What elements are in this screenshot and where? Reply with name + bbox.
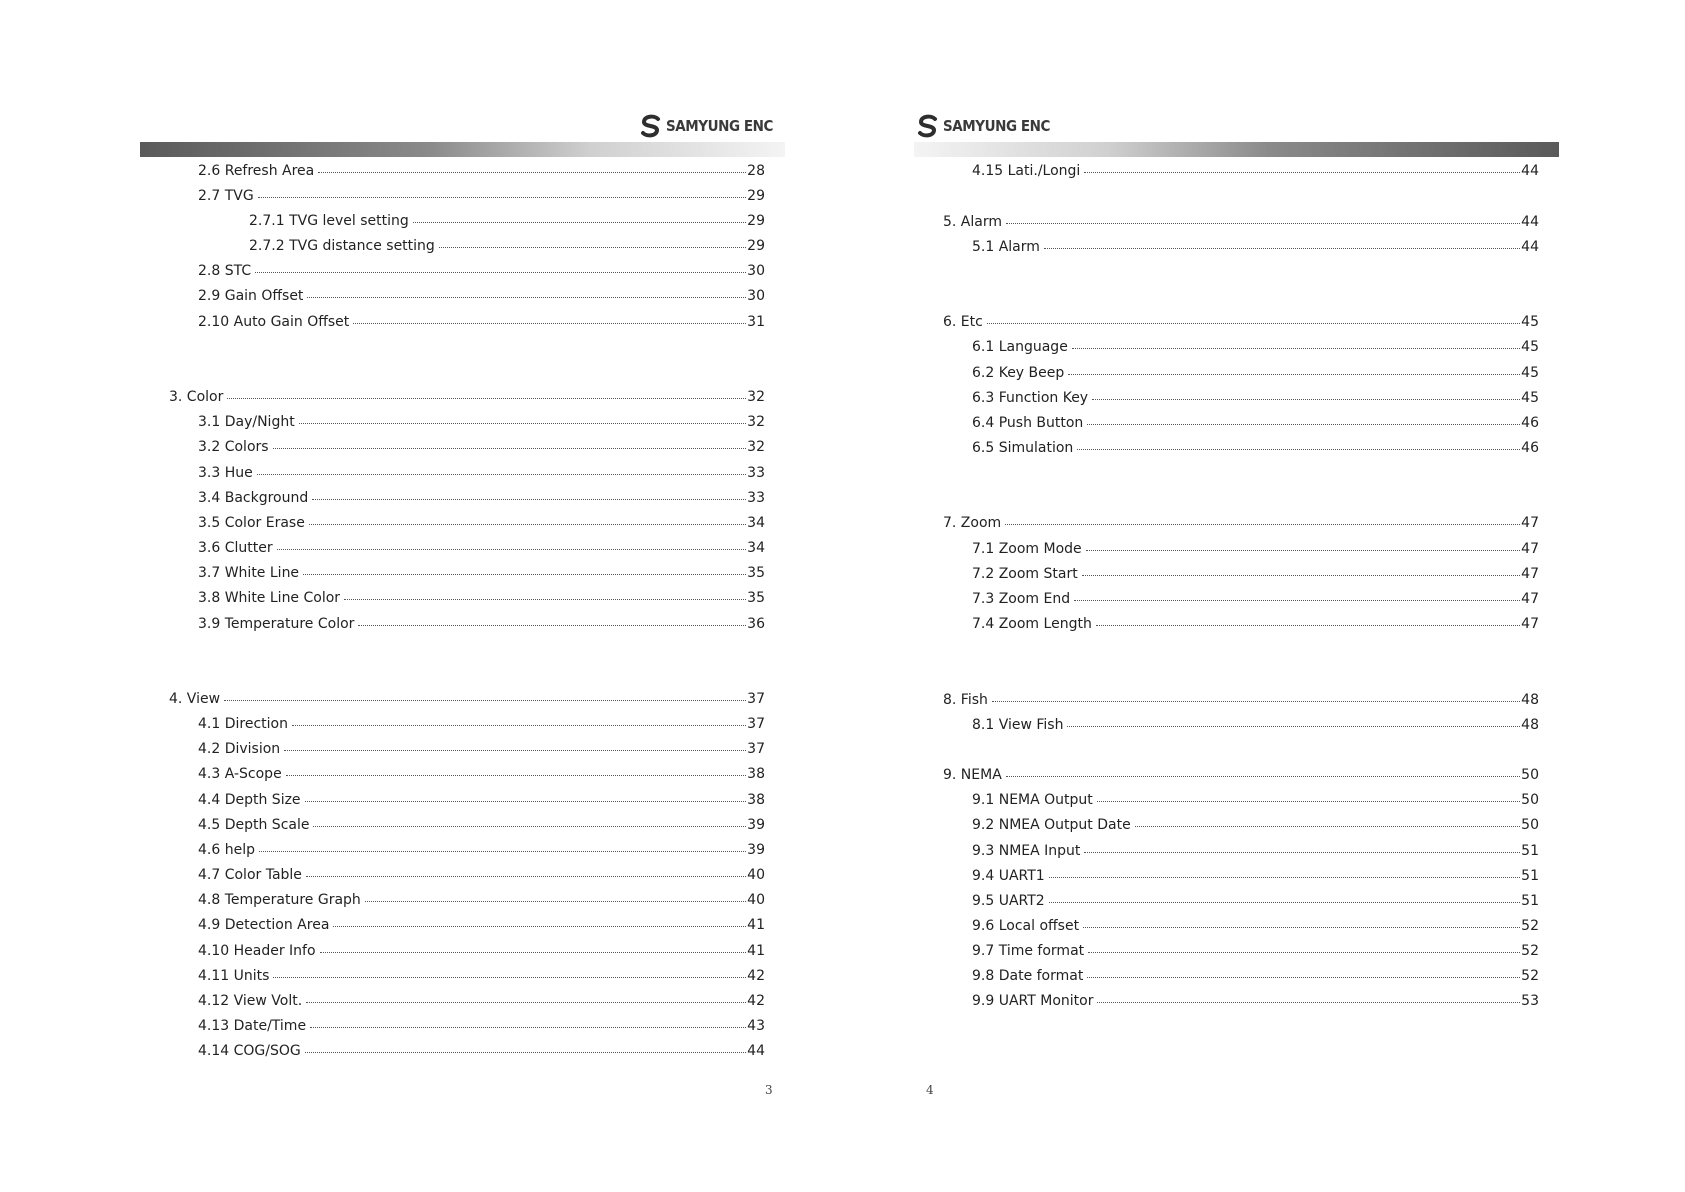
toc-dot-leader: [1006, 209, 1520, 224]
toc-entry-page: 28: [747, 163, 765, 179]
toc-entry-page: 35: [747, 590, 765, 606]
toc-entry-label: 4.1 Direction: [198, 716, 288, 732]
toc-dot-leader: [277, 535, 747, 550]
page-header: [914, 108, 1559, 160]
toc-entry: [198, 537, 765, 557]
toc-entry: [198, 562, 765, 582]
toc-entry: [972, 412, 1539, 432]
toc-entry-label: 4.6 help: [198, 842, 255, 858]
toc-dot-leader: [1072, 334, 1520, 349]
toc-dot-leader: [312, 485, 746, 500]
toc-entry-label: 9.5 UART2: [972, 893, 1045, 909]
toc-entry: [972, 236, 1539, 256]
toc-entry: [972, 915, 1539, 935]
toc-entry-label: 3.3 Hue: [198, 465, 253, 481]
toc-entry-label: 7.4 Zoom Length: [972, 616, 1092, 632]
toc-entry-label: 9.2 NMEA Output Date: [972, 817, 1131, 833]
toc-dot-leader: [273, 434, 747, 449]
toc-entry: [198, 311, 765, 331]
toc-entry: [972, 336, 1539, 356]
toc-entry-label: 4.7 Color Table: [198, 867, 302, 883]
toc-entry-page: 41: [747, 943, 765, 959]
toc-entry: [198, 914, 765, 934]
toc-dot-leader: [1086, 536, 1521, 551]
toc-entry-page: 48: [1521, 692, 1539, 708]
toc-entry: [943, 211, 1539, 231]
toc-entry-label: 9.7 Time format: [972, 943, 1085, 959]
toc-dot-leader: [1077, 435, 1520, 450]
toc-entry-label: 3.2 Colors: [198, 439, 269, 455]
toc-dot-leader: [310, 1013, 746, 1028]
toc-entry-label: 4.12 View Volt.: [198, 993, 303, 1009]
toc-dot-leader: [305, 787, 747, 802]
toc-dot-leader: [303, 560, 746, 575]
toc-dot-leader: [1067, 712, 1520, 727]
toc-entry-page: 34: [747, 515, 765, 531]
right-page: [914, 108, 1559, 1108]
toc-entry-label: 3.1 Day/Night: [198, 414, 295, 430]
toc-dot-leader: [439, 233, 746, 248]
toc-entry-label: 4.11 Units: [198, 968, 270, 984]
toc-entry-label: 7. Zoom: [943, 515, 1002, 531]
toc-entry: [198, 587, 765, 607]
toc-entry-page: 46: [1521, 415, 1539, 431]
toc-entry-page: 29: [747, 213, 765, 229]
toc-entry: [943, 689, 1539, 709]
toc-entry-page: 50: [1521, 767, 1539, 783]
toc-entry: [972, 362, 1539, 382]
toc-entry-page: 43: [747, 1018, 765, 1034]
toc-entry-label: 9.9 UART Monitor: [972, 993, 1094, 1009]
company-logo: [916, 112, 1062, 140]
toc-entry-page: 47: [1521, 515, 1539, 531]
left-page: [140, 108, 785, 1108]
toc-entry: [972, 437, 1539, 457]
toc-entry: [972, 890, 1539, 910]
toc-entry-page: 38: [747, 766, 765, 782]
toc-dot-leader: [306, 988, 746, 1003]
toc-entry: [943, 311, 1539, 331]
toc-entry-page: 51: [1521, 843, 1539, 859]
toc-entry: [198, 160, 765, 180]
toc-entry-page: 39: [747, 842, 765, 858]
toc-entry-page: 50: [1521, 817, 1539, 833]
toc-entry-label: 6.1 Language: [972, 339, 1068, 355]
toc-dot-leader: [1092, 385, 1520, 400]
toc-dot-leader: [1087, 410, 1520, 425]
toc-entry: [249, 210, 765, 230]
toc-dot-leader: [320, 938, 747, 953]
toc-entry: [198, 839, 765, 859]
toc-entry: [198, 940, 765, 960]
toc-entry-label: 6.4 Push Button: [972, 415, 1084, 431]
company-logo-text: SAMYUNG ENC: [943, 117, 1050, 135]
toc-dot-leader: [333, 912, 746, 927]
toc-entry: [198, 436, 765, 456]
toc-entry: [972, 990, 1539, 1010]
toc-entry-label: 8. Fish: [943, 692, 988, 708]
toc-dot-leader: [306, 862, 746, 877]
toc-entry-label: 6. Etc: [943, 314, 983, 330]
toc-entry-page: 32: [747, 439, 765, 455]
toc-dot-leader: [1068, 360, 1520, 375]
toc-dot-leader: [358, 611, 746, 626]
toc-entry-page: 40: [747, 867, 765, 883]
toc-dot-leader: [1087, 963, 1520, 978]
header-bar: [914, 142, 1559, 157]
toc-entry-page: 45: [1521, 390, 1539, 406]
toc-entry-page: 33: [747, 490, 765, 506]
toc-entry: [198, 462, 765, 482]
toc-entry: [972, 865, 1539, 885]
toc-entry-label: 3.6 Clutter: [198, 540, 273, 556]
toc-entry-page: 32: [747, 414, 765, 430]
toc-entry-page: 52: [1521, 968, 1539, 984]
toc-entry-label: 2.8 STC: [198, 263, 252, 279]
toc-entry-label: 6.2 Key Beep: [972, 365, 1065, 381]
toc-entry-page: 47: [1521, 591, 1539, 607]
company-logo-icon: [639, 114, 663, 138]
toc-entry: [943, 764, 1539, 784]
toc-dot-leader: [353, 309, 746, 324]
toc-entry-page: 41: [747, 917, 765, 933]
page-header: [140, 108, 785, 160]
toc-entry: [972, 814, 1539, 834]
toc-entry: [198, 260, 765, 280]
toc-dot-leader: [259, 837, 746, 852]
toc-entry: [198, 512, 765, 532]
toc-entry: [169, 386, 765, 406]
toc-entry: [198, 814, 765, 834]
toc-dot-leader: [299, 409, 746, 424]
toc-dot-leader: [286, 761, 746, 776]
toc-entry-label: 4.3 A-Scope: [198, 766, 282, 782]
toc-entry: [249, 235, 765, 255]
toc-entry-page: 32: [747, 389, 765, 405]
company-logo-icon: [916, 114, 940, 138]
toc-entry: [198, 990, 765, 1010]
toc-entry-page: 45: [1521, 314, 1539, 330]
toc-entry-page: 37: [747, 716, 765, 732]
toc-entry-page: 34: [747, 540, 765, 556]
toc-entry-page: 30: [747, 288, 765, 304]
toc-entry: [198, 789, 765, 809]
toc-entry-page: 39: [747, 817, 765, 833]
toc-entry-label: 3.4 Background: [198, 490, 309, 506]
toc-dot-leader: [1005, 510, 1520, 525]
toc-dot-leader: [1044, 234, 1520, 249]
toc-entry-page: 35: [747, 565, 765, 581]
toc-entry-page: 40: [747, 892, 765, 908]
toc-dot-leader: [305, 1038, 746, 1053]
toc-entry-page: 44: [1521, 163, 1539, 179]
toc-entry-page: 51: [1521, 893, 1539, 909]
toc-entry: [198, 763, 765, 783]
toc-dot-leader: [1135, 812, 1520, 827]
toc-entry-page: 29: [747, 238, 765, 254]
toc-entry: [972, 714, 1539, 734]
toc-entry: [972, 840, 1539, 860]
toc-entry-label: 4.14 COG/SOG: [198, 1043, 301, 1059]
toc-entry-page: 47: [1521, 616, 1539, 632]
toc-entry: [169, 688, 765, 708]
toc-dot-leader: [1084, 158, 1520, 173]
toc-entry-page: 51: [1521, 868, 1539, 884]
toc-entry-label: 2.7.2 TVG distance setting: [249, 238, 435, 254]
toc-entry-label: 6.3 Function Key: [972, 390, 1089, 406]
toc-dot-leader: [987, 309, 1520, 324]
toc-dot-leader: [1088, 938, 1520, 953]
toc-entry: [198, 713, 765, 733]
toc-entry: [972, 965, 1539, 985]
page-number: 3: [765, 1083, 773, 1097]
page-number: 4: [926, 1083, 934, 1097]
toc-entry-page: 31: [747, 314, 765, 330]
toc-entry: [972, 538, 1539, 558]
toc-entry: [198, 613, 765, 633]
company-logo: [639, 112, 785, 140]
toc-entry-label: 4.13 Date/Time: [198, 1018, 307, 1034]
toc-entry: [972, 789, 1539, 809]
toc-entry-label: 6.5 Simulation: [972, 440, 1074, 456]
toc-entry-page: 44: [1521, 239, 1539, 255]
toc-entry-label: 9.3 NMEA Input: [972, 843, 1081, 859]
toc-dot-leader: [1049, 863, 1520, 878]
toc-entry-label: 9. NEMA: [943, 767, 1002, 783]
toc-entry-page: 33: [747, 465, 765, 481]
toc-entry-page: 44: [747, 1043, 765, 1059]
toc-entry-label: 4.15 Lati./Longi: [972, 163, 1081, 179]
toc-entry: [972, 387, 1539, 407]
toc-entry: [198, 889, 765, 909]
toc-entry-page: 46: [1521, 440, 1539, 456]
toc-entry-label: 4.4 Depth Size: [198, 792, 301, 808]
toc-entry-page: 37: [747, 691, 765, 707]
toc-entry-label: 3.8 White Line Color: [198, 590, 341, 606]
toc-entry-page: 47: [1521, 566, 1539, 582]
toc-dot-leader: [1074, 586, 1520, 601]
toc-entry-page: 52: [1521, 943, 1539, 959]
toc-entry-label: 4.8 Temperature Graph: [198, 892, 361, 908]
toc-entry: [198, 965, 765, 985]
toc-entry-page: 30: [747, 263, 765, 279]
toc-entry-label: 2.6 Refresh Area: [198, 163, 315, 179]
toc-dot-leader: [1096, 611, 1520, 626]
toc-dot-leader: [255, 258, 746, 273]
toc-entry-label: 2.7 TVG: [198, 188, 254, 204]
toc-entry-label: 9.1 NEMA Output: [972, 792, 1093, 808]
toc-entry-label: 4.2 Division: [198, 741, 281, 757]
toc-entry: [198, 411, 765, 431]
toc-entry-page: 53: [1521, 993, 1539, 1009]
toc-entry: [972, 588, 1539, 608]
toc-dot-leader: [1097, 787, 1520, 802]
toc-entry-label: 4. View: [169, 691, 221, 707]
toc-entry: [198, 1015, 765, 1035]
toc-entry-label: 9.8 Date format: [972, 968, 1084, 984]
toc-entry-page: 45: [1521, 339, 1539, 355]
toc-entry-label: 4.10 Header Info: [198, 943, 316, 959]
toc-entry-page: 47: [1521, 541, 1539, 557]
toc-entry: [198, 185, 765, 205]
toc-dot-leader: [257, 460, 746, 475]
toc-entry-page: 36: [747, 616, 765, 632]
toc-entry-label: 8.1 View Fish: [972, 717, 1064, 733]
toc-entry: [198, 738, 765, 758]
toc-dot-leader: [224, 686, 746, 701]
toc-entry-page: 38: [747, 792, 765, 808]
toc-entry-page: 37: [747, 741, 765, 757]
toc-entry: [972, 613, 1539, 633]
toc-dot-leader: [344, 585, 746, 600]
toc-entry: [198, 285, 765, 305]
toc-entry-page: 42: [747, 993, 765, 1009]
toc-entry-page: 50: [1521, 792, 1539, 808]
toc-dot-leader: [1049, 888, 1520, 903]
toc-entry-page: 45: [1521, 365, 1539, 381]
toc-dot-leader: [318, 158, 746, 173]
toc-entry: [972, 160, 1539, 180]
toc-entry-page: 42: [747, 968, 765, 984]
toc-dot-leader: [313, 812, 746, 827]
toc-entry: [943, 512, 1539, 532]
toc-entry-label: 2.9 Gain Offset: [198, 288, 304, 304]
toc-entry-label: 3.5 Color Erase: [198, 515, 305, 531]
toc-entry-label: 3. Color: [169, 389, 224, 405]
toc-entry-label: 3.9 Temperature Color: [198, 616, 355, 632]
toc-dot-leader: [284, 736, 746, 751]
toc-entry-page: 29: [747, 188, 765, 204]
toc-entry-label: 4.5 Depth Scale: [198, 817, 310, 833]
toc-dot-leader: [1084, 838, 1520, 853]
header-bar: [140, 142, 785, 157]
toc-entry-label: 2.10 Auto Gain Offset: [198, 314, 350, 330]
toc-dot-leader: [1097, 988, 1520, 1003]
toc-dot-leader: [307, 283, 746, 298]
toc-dot-leader: [413, 208, 746, 223]
toc-dot-leader: [1082, 561, 1520, 576]
toc-entry: [198, 864, 765, 884]
toc-entry-label: 3.7 White Line: [198, 565, 300, 581]
toc-dot-leader: [365, 887, 746, 902]
toc-dot-leader: [1006, 762, 1520, 777]
toc-entry-label: 7.3 Zoom End: [972, 591, 1071, 607]
toc-entry: [198, 487, 765, 507]
toc-dot-leader: [309, 510, 746, 525]
toc-entry-page: 44: [1521, 214, 1539, 230]
toc-dot-leader: [992, 687, 1520, 702]
toc-entry-label: 7.2 Zoom Start: [972, 566, 1078, 582]
toc-entry-label: 5.1 Alarm: [972, 239, 1040, 255]
toc-entry-label: 9.6 Local offset: [972, 918, 1080, 934]
toc-dot-leader: [1083, 913, 1520, 928]
toc-entry-page: 48: [1521, 717, 1539, 733]
toc-entry-label: 5. Alarm: [943, 214, 1003, 230]
toc-entry-label: 9.4 UART1: [972, 868, 1045, 884]
toc-entry: [198, 1040, 765, 1060]
toc-entry-label: 4.9 Detection Area: [198, 917, 330, 933]
company-logo-text: SAMYUNG ENC: [666, 117, 774, 135]
toc-dot-leader: [273, 963, 746, 978]
toc-entry-page: 52: [1521, 918, 1539, 934]
toc-entry: [972, 940, 1539, 960]
toc-entry-label: 2.7.1 TVG level setting: [249, 213, 409, 229]
toc-dot-leader: [227, 384, 746, 399]
toc-entry: [972, 563, 1539, 583]
toc-dot-leader: [258, 183, 746, 198]
toc-entry-label: 7.1 Zoom Mode: [972, 541, 1082, 557]
toc-dot-leader: [292, 711, 746, 726]
